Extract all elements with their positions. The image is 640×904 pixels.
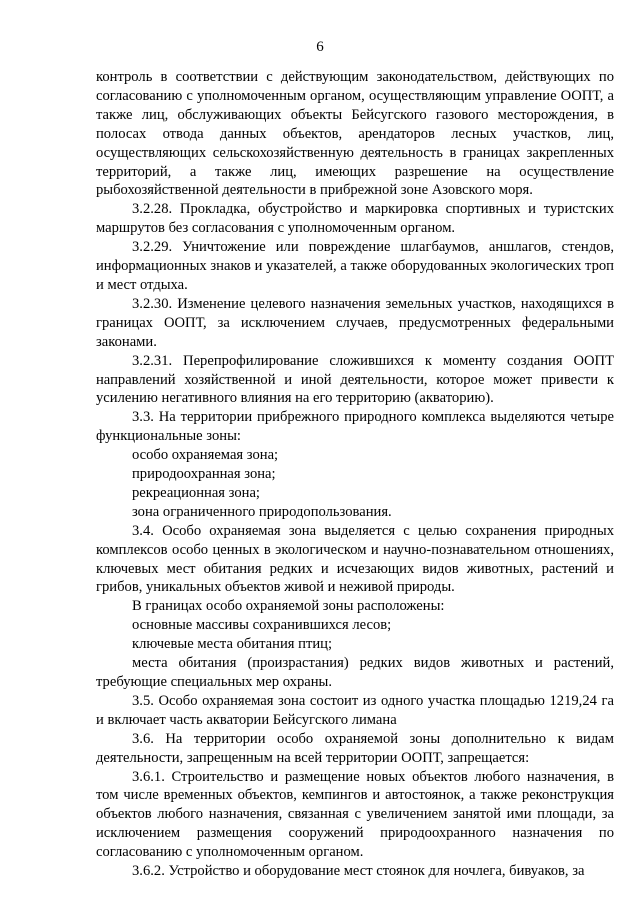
list-item: ключевые места обитания птиц; xyxy=(132,636,333,653)
paragraph-3-6: 3.6. На территории особо охраняемой зоны дополнительно к видам деятельности, запрещенным на всей территории ООПТ, запрещается: xyxy=(96,730,614,766)
document-body xyxy=(96,68,614,881)
zone-list-item: природоохранная зона; xyxy=(132,466,276,483)
list-item: места обитания (произрастания) редких видов животных и растений, требующие специальных мер охраны. xyxy=(96,655,614,690)
paragraph-3-2-31: 3.2.31. Перепрофилирование сложившихся к моменту создания ООПТ направлений хозяйственной и иной деятельности, которое может привести к усилению негативного влияния на его территорию (акваторию). xyxy=(96,352,614,407)
paragraph-3-4: 3.4. Особо охраняемая зона выделяется с целью сохранения природных комплексов особо ценных в экологическом и научно-познавательном отношениях, ключевых мест обитания редких и исчезающих видов животных, растений и грибов, уникальных объектов живой и неживой природы. xyxy=(96,522,614,596)
page-number: 6 xyxy=(316,39,324,55)
list-item: основные массивы сохранившихся лесов; xyxy=(132,617,392,634)
zone-list-item: рекреационная зона; xyxy=(132,484,260,501)
paragraph-3-6-2: 3.6.2. Устройство и оборудование мест стоянок для ночлега, бивуаков, за xyxy=(132,863,585,880)
paragraph-3-2-29: 3.2.29. Уничтожение или повреждение шлагбаумов, аншлагов, стендов, информационных знаков и указателей, а также оборудованных экологических троп и мест отдыха. xyxy=(96,239,614,293)
paragraph-3-3: 3.3. На территории прибрежного природного комплекса выделяются четыре функциональные зоны: xyxy=(96,409,614,445)
paragraph-3-2-30: 3.2.30. Изменение целевого назначения земельных участков, находящихся в границах ООПТ, за исключением случаев, предусмотренных федеральными законами. xyxy=(96,295,614,350)
paragraph-3-5: 3.5. Особо охраняемая зона состоит из одного участка площадью 1219,24 га и включает часть акватории Бейсугского лимана xyxy=(96,692,614,728)
paragraph-3-2-28: 3.2.28. Прокладка, обустройство и маркировка спортивных и туристских маршрутов без согласования с уполномоченным органом. xyxy=(96,201,614,237)
zone-list-item: особо охраняемая зона; xyxy=(132,447,279,464)
paragraph-3-6-1: 3.6.1. Строительство и размещение новых объектов любого назначения, в том числе временных объектов, кемпингов и автостоянок, а также реконструкция объектов любого назначения, связанная с увеличением занятой ими площади, за исключением размещения сооружений природоохранного назначения по согласованию с уполномоченным органом. xyxy=(96,768,614,861)
paragraph: контроль в соответствии с действующим законодательством, действующих по согласованию с уполномоченным органом, осуществляющим управление ООПТ, а также лиц, обслуживающих объекты Бейсугского газового месторождения, в полосах отвода данных объектов, арендаторов лесных участков, лиц, осуществляющих сельскохозяйственную деятельность в границах закрепленных территорий, а также лиц, имеющих разрешение на осуществление рыбохозяйственной деятельности в прибрежной зоне Азовского моря. xyxy=(96,69,614,199)
paragraph: В границах особо охраняемой зоны расположены: xyxy=(132,598,445,615)
zone-list-item: зона ограниченного природопользования. xyxy=(132,503,392,520)
